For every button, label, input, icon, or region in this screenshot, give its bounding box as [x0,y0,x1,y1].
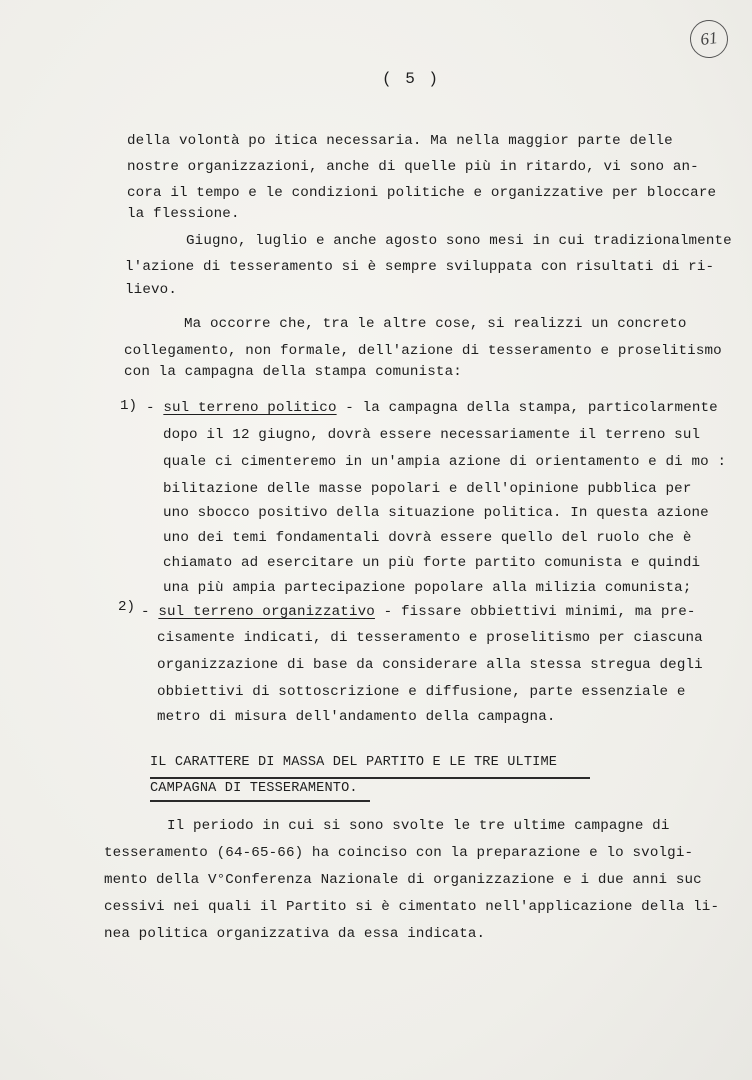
text-line: organizzazione di base da considerare alla stessa stregua degli [157,657,703,673]
text-line: cessivi nei quali il Partito si è cimentato nell'applicazione della li- [104,899,720,915]
list-dash: - [146,400,155,416]
section-title-rule [150,777,590,779]
text-line: Giugno, luglio e anche agosto sono mesi in cui tradizionalmente [186,233,732,249]
text-line: obbiettivi di sottoscrizione e diffusione, parte essenziale e [157,684,686,700]
text-line: dopo il 12 giugno, dovrà essere necessariamente il terreno sul [163,427,701,443]
text-line: una più ampia partecipazione popolare alla milizia comunista; [163,580,692,596]
section-title-line-1: IL CARATTERE DI MASSA DEL PARTITO E LE TRE ULTIME [150,755,558,770]
list-item-first-line [146,400,718,416]
section-title-line-2: CAMPAGNA DI TESSERAMENTO. [150,781,358,796]
text-line: della volontà po itica necessaria. Ma nella maggior parte delle [127,133,673,149]
list-first-rest: - fissare obbiettivi minimi, ma pre- [383,604,696,620]
text-line: la flessione. [127,206,240,222]
text-line: collegamento, non formale, dell'azione di tesseramento e proselitismo [124,343,722,359]
text-line: uno dei temi fondamentali dovrà essere quello del ruolo che è [163,530,692,546]
text-line: cora il tempo e le condizioni politiche e organizzative per bloccare [127,185,717,201]
text-line: Il periodo in cui si sono svolte le tre ultime campagne di [167,818,670,834]
text-line: nea politica organizzativa da essa indicata. [104,926,486,942]
list-number: 1) [120,398,138,414]
page-number: ( 5 ) [382,70,441,88]
text-line: nostre organizzazioni, anche di quelle più in ritardo, vi sono an- [127,159,699,175]
list-first-rest: - la campagna della stampa, particolarmente [345,400,718,416]
list-heading: sul terreno organizzativo [158,604,375,620]
text-line: l'azione di tesseramento si è sempre sviluppata con risultati di ri- [125,259,715,275]
text-line: uno sbocco positivo della situazione politica. In questa azione [163,505,709,521]
section-title-rule [150,800,370,802]
text-line: cisamente indicati, di tesseramento e proselitismo per ciascuna [157,630,703,646]
text-line: mento della V°Conferenza Nazionale di organizzazione e i due anni suc [104,872,702,888]
list-number: 2) [118,599,136,615]
text-line: bilitazione delle masse popolari e dell'opinione pubblica per [163,481,692,497]
text-line: chiamato ad esercitare un più forte partito comunista e quindi [163,555,701,571]
text-line: Ma occorre che, tra le altre cose, si realizzi un concreto [184,316,687,332]
list-dash: - [141,604,150,620]
list-heading: sul terreno politico [163,400,337,416]
text-line: con la campagna della stampa comunista: [124,364,462,380]
text-line: lievo. [125,282,177,298]
folio-stamp: 61 [688,18,731,61]
text-line: metro di misura dell'andamento della campagna. [157,709,556,725]
text-line: quale ci cimenteremo in un'ampia azione di orientamento e di mo : [163,454,727,470]
list-item-first-line [141,604,696,620]
text-line: tesseramento (64-65-66) ha coinciso con la preparazione e lo svolgi- [104,845,694,861]
